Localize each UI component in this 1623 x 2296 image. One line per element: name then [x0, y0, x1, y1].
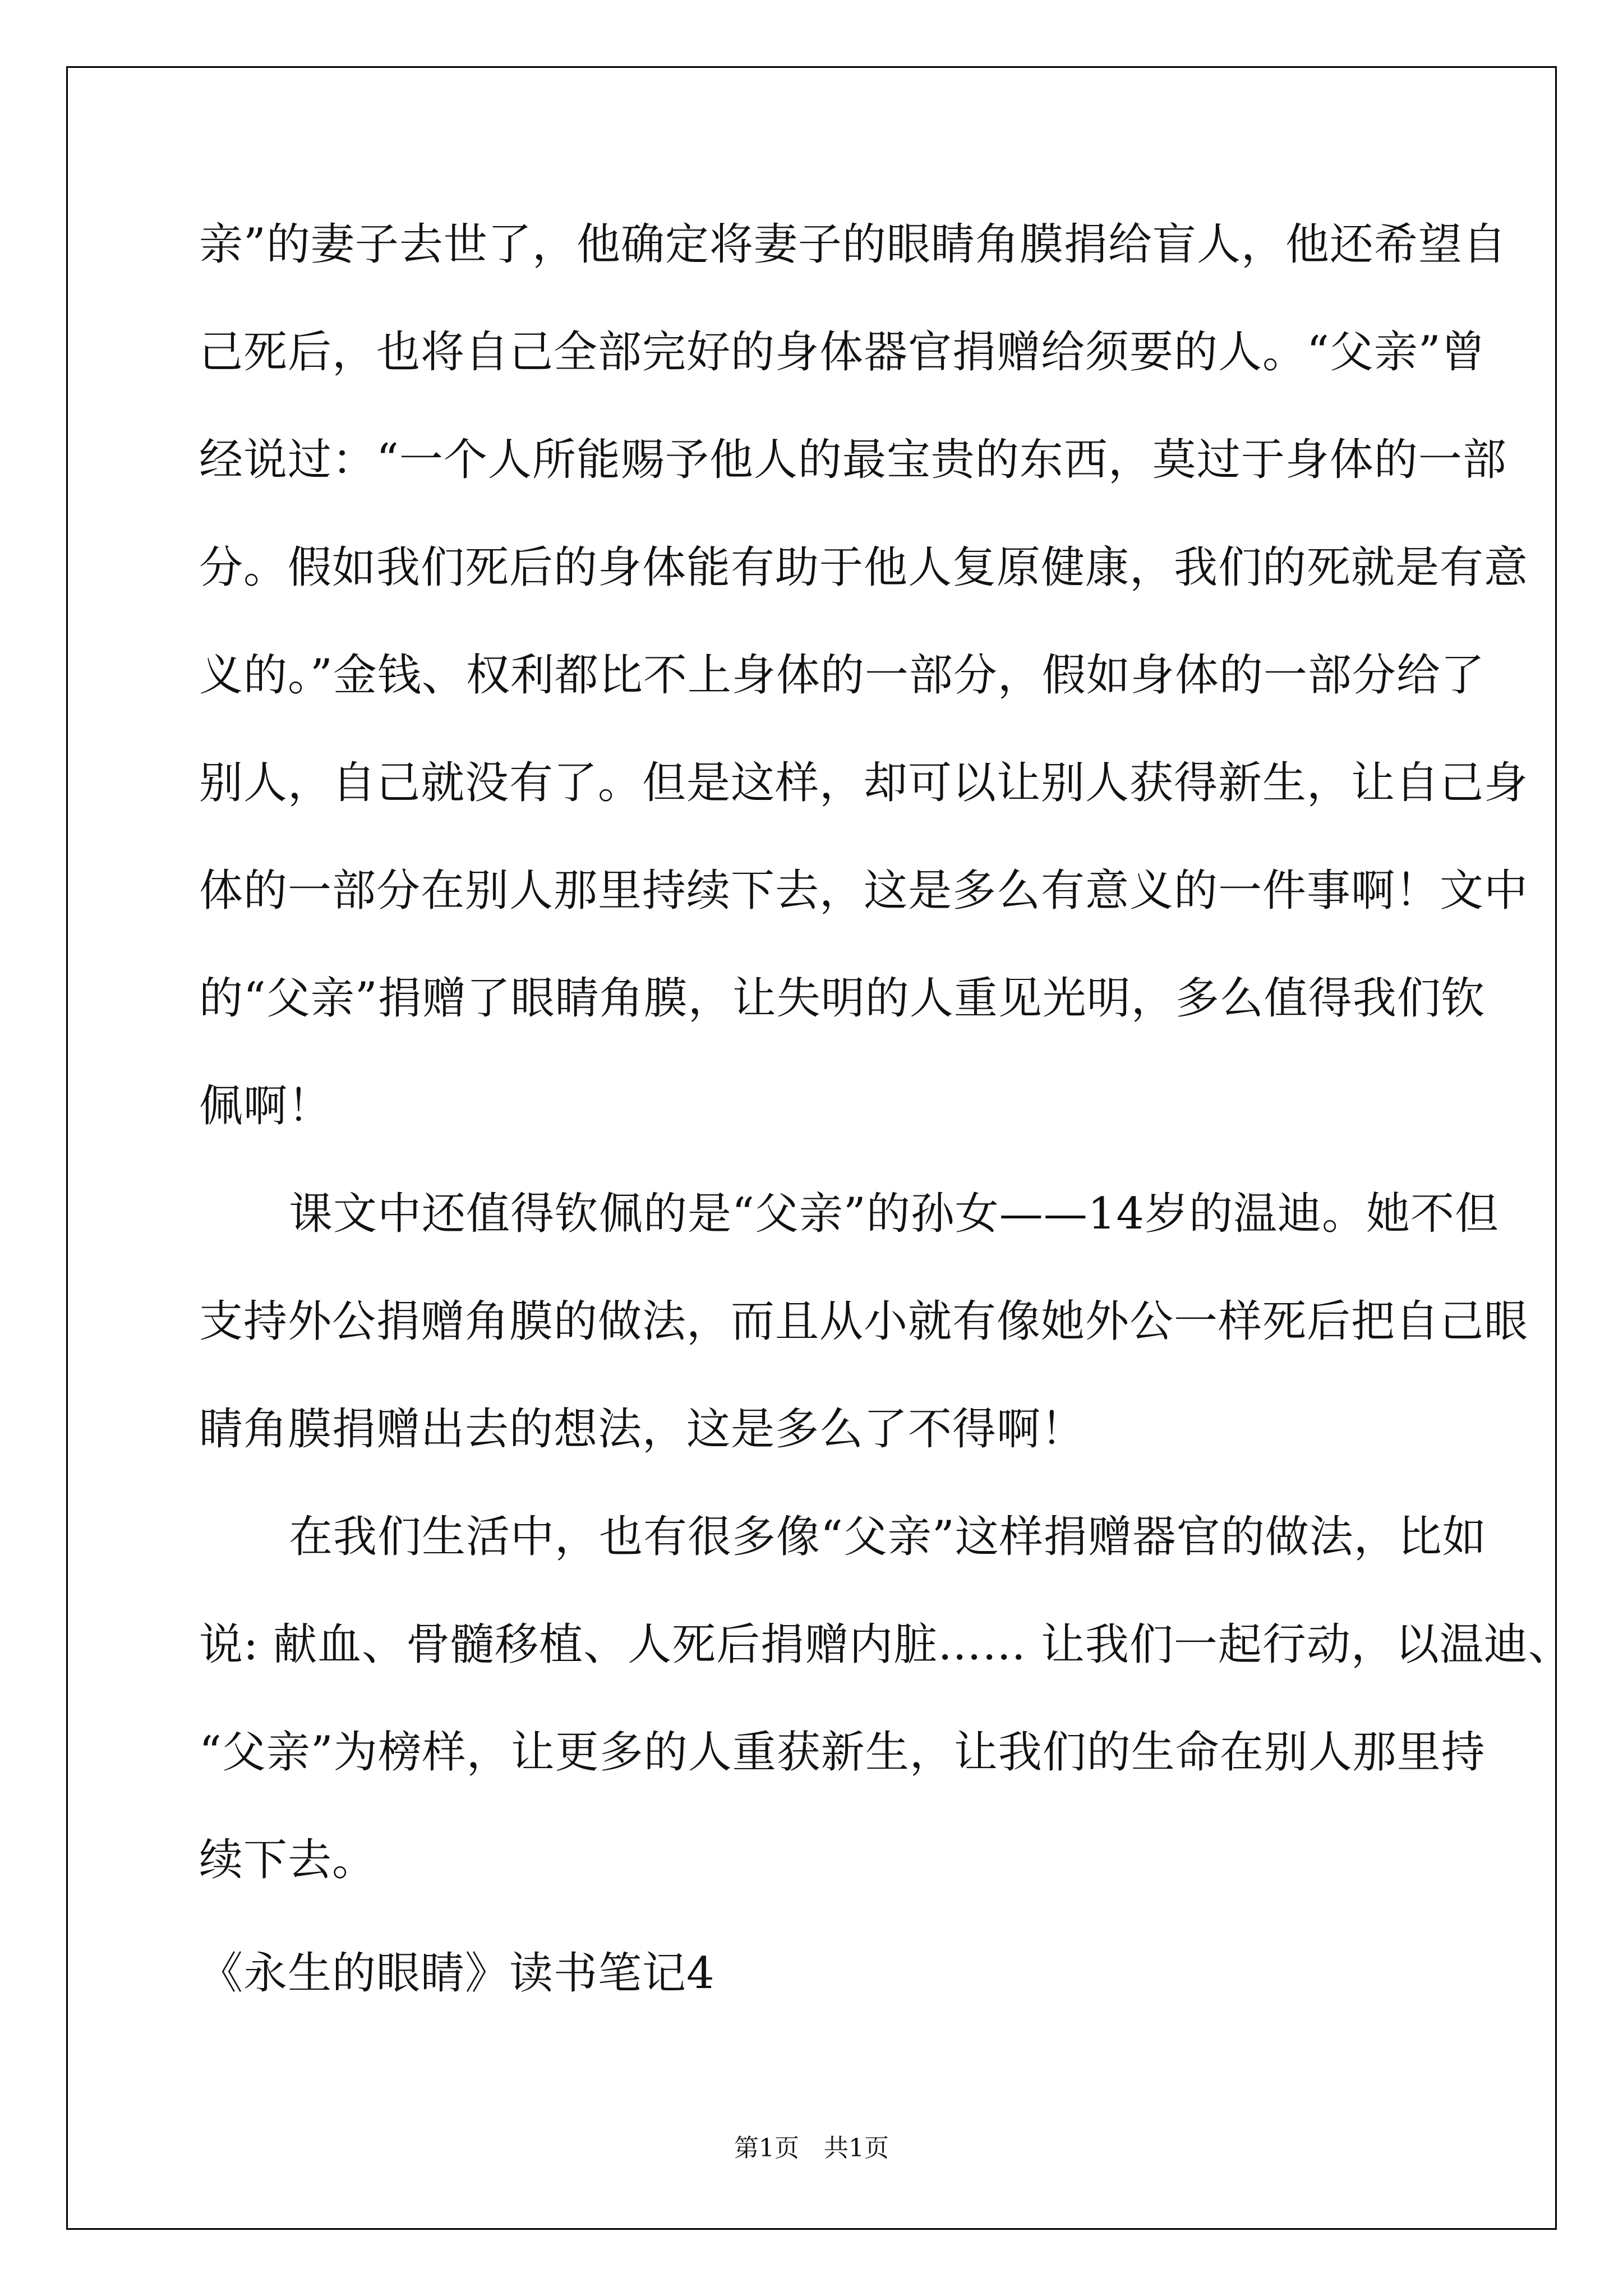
- text-line: 佩啊！: [199, 1081, 333, 1131]
- text-line: 分。假如我们死后的身体能有助于他人复原健康，我们的死就是有意: [199, 542, 1529, 593]
- paragraph-start-line: 在我们生活中，也有很多像“父亲”这样捐赠器官的做法，比如: [289, 1512, 1487, 1562]
- text-line: “父亲”为榜样，让更多的人重获新生，让我们的生命在别人那里持: [199, 1727, 1486, 1778]
- document-body: [199, 213, 1573, 2050]
- text-line: 体的一部分在别人那里持续下去，这是多么有意义的一件事啊！文中: [199, 866, 1529, 916]
- text-line: 说: 献血、骨髓移植、人死后捐赠内脏…… 让我们一起行动，以温迪、: [199, 1619, 1573, 1670]
- text-line: 睛角膜捐赠出去的想法，这是多么了不得啊！: [199, 1404, 1086, 1455]
- section-heading: 《永生的眼睛》读书笔记4: [199, 1948, 715, 1999]
- text-line: 续下去。: [199, 1835, 377, 1885]
- paragraph-start-line: 课文中还值得钦佩的是“父亲”的孙女——14岁的温迪。她不但: [289, 1189, 1500, 1239]
- text-line: 经说过：“一个人所能赐予他人的最宝贵的东西，莫过于身体的一部: [199, 435, 1507, 485]
- text-line: 别人，自己就没有了。但是这样，却可以让别人获得新生，让自己身: [199, 758, 1529, 808]
- text-line: 亲”的妻子去世了，他确定将妻子的眼睛角膜捐给盲人，他还希望自: [199, 219, 1507, 270]
- text-line: 己死后，也将自己全部完好的身体器官捐赠给须要的人。“父亲”曾: [199, 327, 1486, 378]
- text-line: 的“父亲”捐赠了眼睛角膜，让失明的人重见光明，多么值得我们钦: [199, 973, 1486, 1024]
- text-line: 支持外公捐赠角膜的做法，而且从小就有像她外公一样死后把自己眼: [199, 1296, 1529, 1347]
- text-line: 义的。”金钱、权利都比不上身体的一部分，假如身体的一部分给了: [199, 650, 1485, 701]
- page-footer: 第1页 共1页: [734, 2134, 889, 2162]
